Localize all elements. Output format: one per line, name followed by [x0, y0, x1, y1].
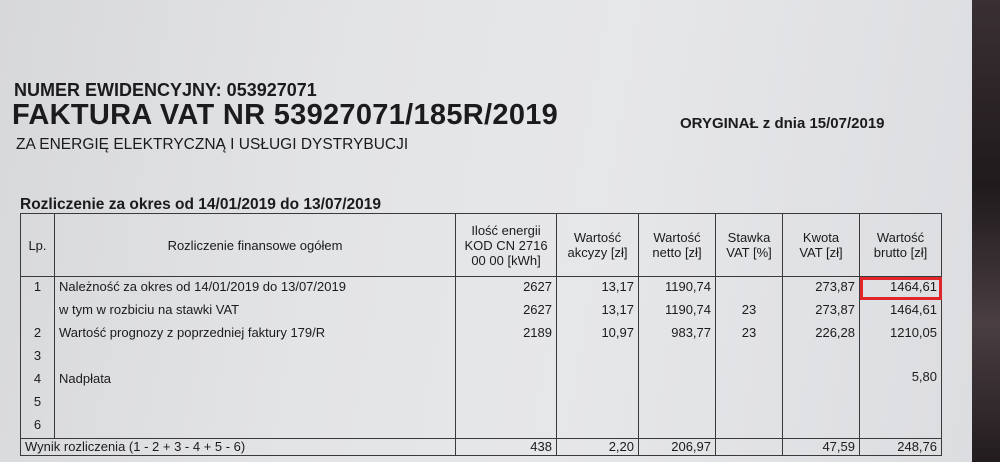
row-lp: 1 [21, 277, 55, 301]
table-row [21, 415, 942, 439]
settlement-table [20, 213, 942, 456]
row-vat-amount [783, 415, 860, 439]
row-gross: 1464,61 [860, 300, 942, 323]
row-vat-rate: 23 [716, 300, 783, 323]
row-excise: 13,17 [557, 277, 639, 301]
row-vat-amount: 273,87 [783, 277, 860, 301]
row-description: Wartość prognozy z poprzedniej faktury 179/R [55, 323, 456, 346]
row-energy [456, 415, 557, 439]
row-gross [860, 346, 942, 369]
row-vat-rate [716, 277, 783, 301]
total-vat-rate [716, 439, 783, 456]
row-excise [557, 346, 639, 369]
col-header-lp: Lp. [21, 214, 55, 277]
row-description: Należność za okres od 14/01/2019 do 13/07/2019 [55, 277, 456, 301]
row-net [639, 369, 716, 392]
row-gross [860, 392, 942, 415]
row-vat-rate: 23 [716, 323, 783, 346]
row-energy: 2627 [456, 300, 557, 323]
row-vat-amount [783, 369, 860, 392]
row-vat-amount: 273,87 [783, 300, 860, 323]
row-net: 1190,74 [639, 300, 716, 323]
col-header-energy: Ilość energii KOD CN 2716 00 00 [kWh] [456, 214, 557, 277]
row-description [55, 392, 456, 415]
col-header-vat-rate: Stawka VAT [%] [716, 214, 783, 277]
table-row [21, 300, 942, 323]
row-lp [21, 300, 55, 323]
invoice-title: FAKTURA VAT NR 53927071/185R/2019 [12, 99, 559, 131]
total-gross: 248,76 [860, 439, 942, 456]
row-energy: 2627 [456, 277, 557, 301]
row-lp: 4 [21, 369, 55, 392]
row-excise [557, 369, 639, 392]
row-vat-amount: 226,28 [783, 323, 860, 346]
table-row [21, 392, 942, 415]
total-excise: 2,20 [557, 439, 639, 456]
row-lp: 2 [21, 323, 55, 346]
background-fabric [972, 0, 1000, 462]
highlighted-gross-value: 1464,61 [860, 277, 942, 301]
row-excise [557, 415, 639, 439]
table-row [21, 323, 942, 346]
row-lp: 6 [21, 415, 55, 439]
table-header-row [21, 214, 942, 277]
row-net: 1190,74 [639, 277, 716, 301]
table-row [21, 369, 942, 392]
row-vat-rate [716, 369, 783, 392]
registration-number: NUMER EWIDENCYJNY: 053927071 [14, 80, 317, 100]
row-excise: 10,97 [557, 323, 639, 346]
row-description [55, 346, 456, 369]
row-description [55, 415, 456, 439]
table-row [21, 346, 942, 369]
row-net: 983,77 [639, 323, 716, 346]
row-excise [557, 392, 639, 415]
row-vat-amount [783, 346, 860, 369]
col-header-excise: Wartość akcyzy [zł] [557, 214, 639, 277]
total-vat-amount: 47,59 [783, 439, 860, 456]
row-energy [456, 369, 557, 392]
row-energy [456, 392, 557, 415]
total-net: 206,97 [639, 439, 716, 456]
table-row [21, 277, 942, 301]
row-excise: 13,17 [557, 300, 639, 323]
col-header-vat-amount: Kwota VAT [zł] [783, 214, 860, 277]
original-date: ORYGINAŁ z dnia 15/07/2019 [680, 115, 885, 132]
settlement-period: Rozliczenie za okres od 14/01/2019 do 13/07/2019 [20, 196, 382, 213]
total-energy: 438 [456, 439, 557, 456]
invoice-subtitle: ZA ENERGIĘ ELEKTRYCZNĄ I USŁUGI DYSTRYBUCJI [16, 136, 409, 153]
row-net [639, 392, 716, 415]
row-lp: 5 [21, 392, 55, 415]
col-header-description: Rozliczenie finansowe ogółem [55, 214, 456, 277]
row-net [639, 346, 716, 369]
row-lp: 3 [21, 346, 55, 369]
row-description: Nadpłata [55, 369, 456, 392]
row-gross [860, 415, 942, 439]
total-label: Wynik rozliczenia (1 - 2 + 3 - 4 + 5 - 6) [21, 439, 456, 456]
row-net [639, 415, 716, 439]
col-header-gross: Wartość brutto [zł] [860, 214, 942, 277]
row-vat-rate [716, 392, 783, 415]
row-energy: 2189 [456, 323, 557, 346]
row-vat-amount [783, 392, 860, 415]
row-gross: 1210,05 [860, 323, 942, 346]
row-vat-rate [716, 415, 783, 439]
col-header-net: Wartość netto [zł] [639, 214, 716, 277]
row-vat-rate [716, 346, 783, 369]
row-gross: 5,80 [860, 369, 942, 392]
total-row [21, 439, 942, 456]
row-description: w tym w rozbiciu na stawki VAT [55, 300, 456, 323]
row-energy [456, 346, 557, 369]
